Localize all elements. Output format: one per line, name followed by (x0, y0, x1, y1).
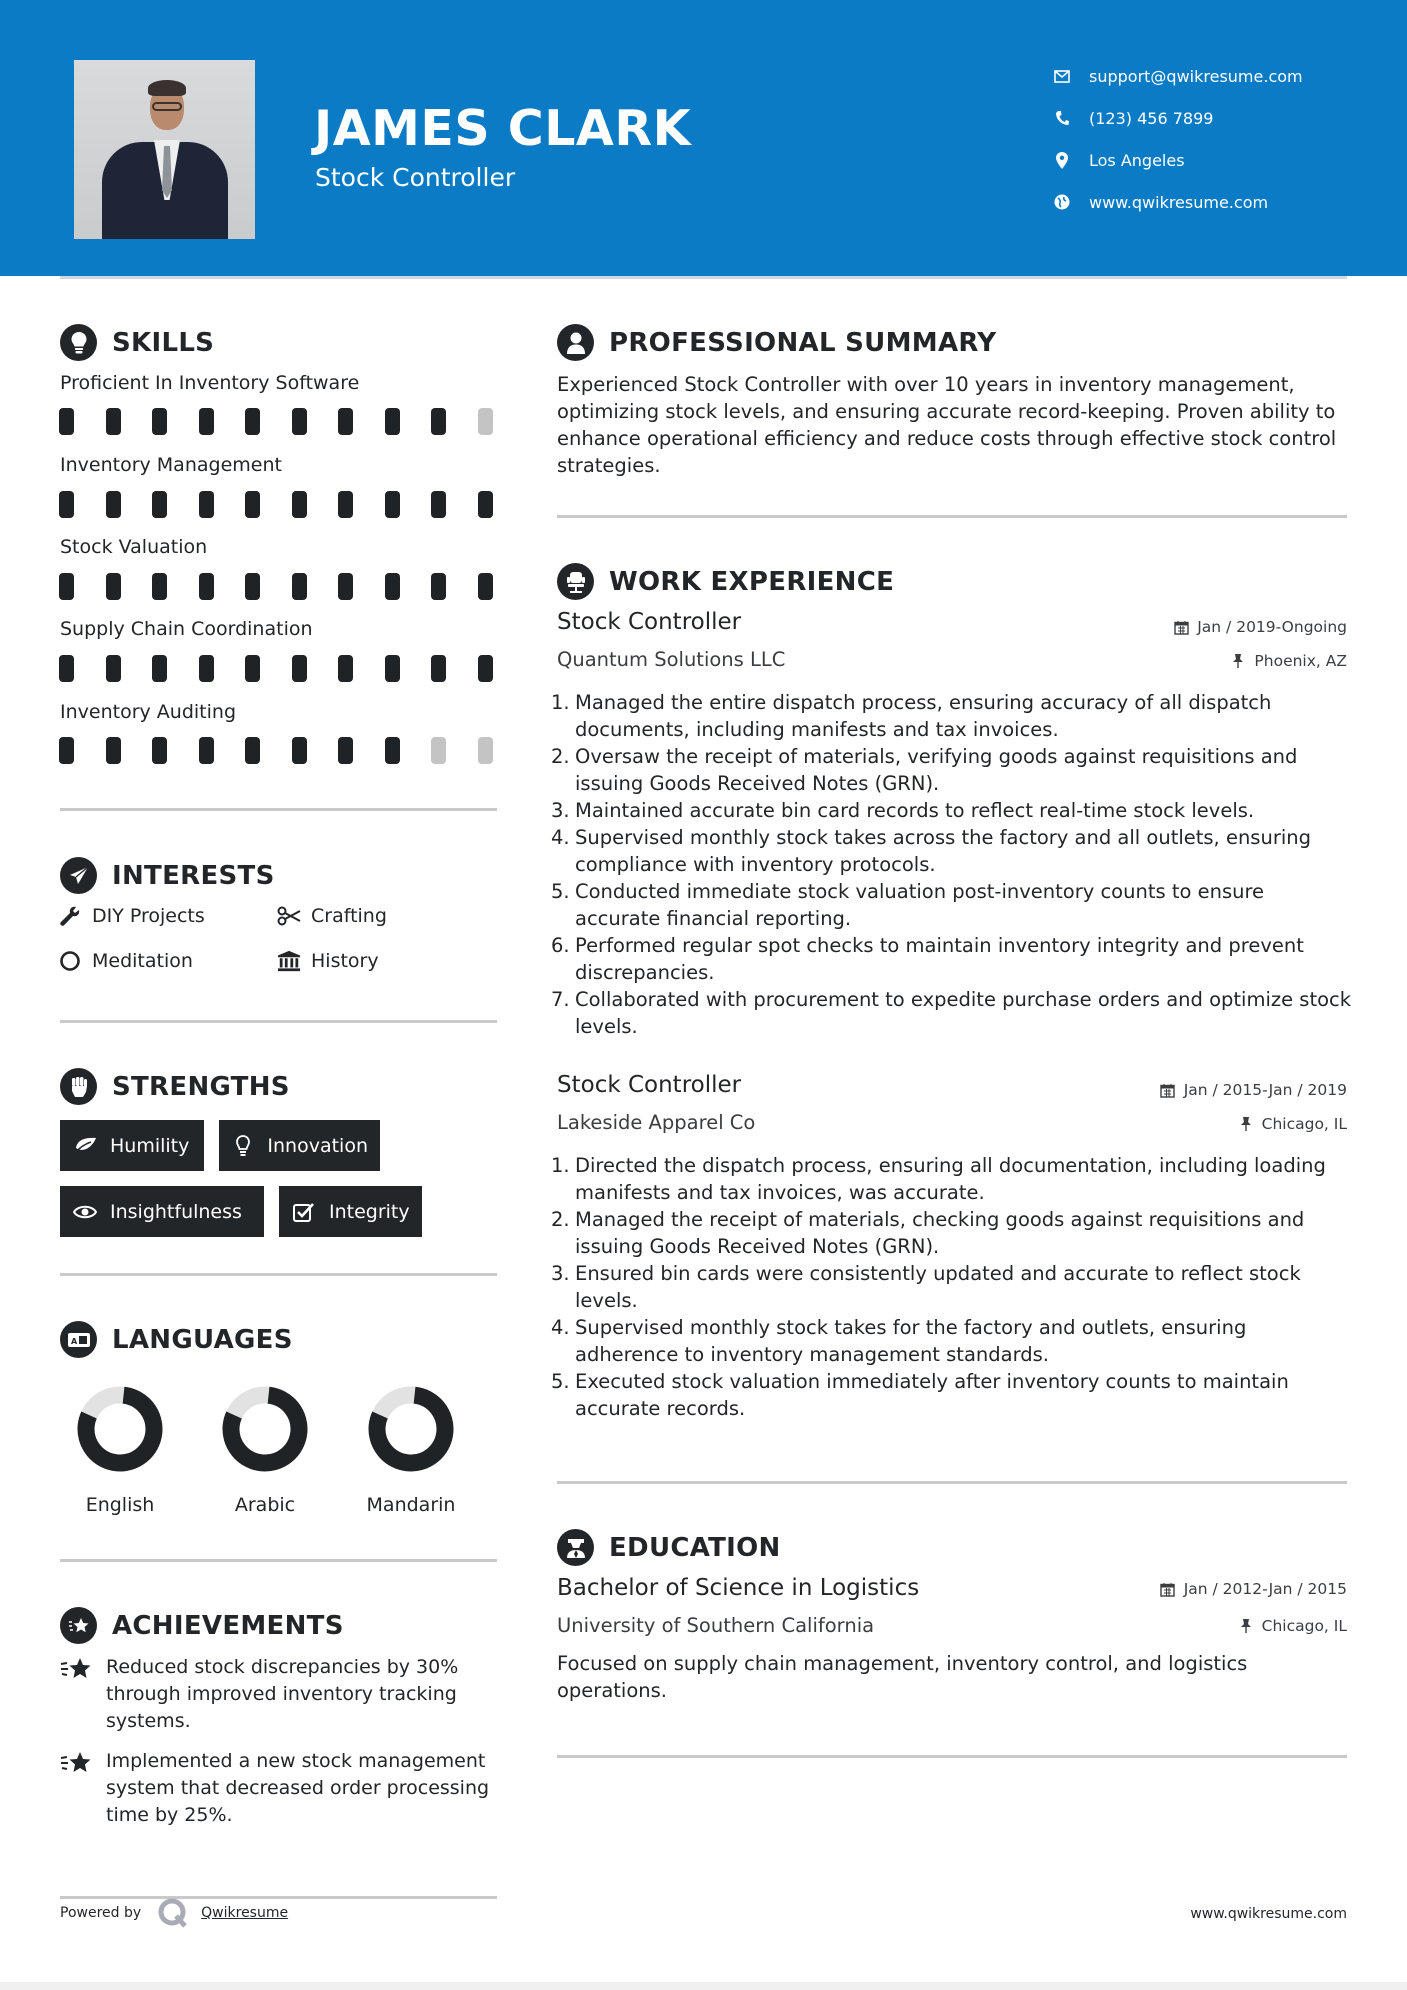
job-company: Quantum Solutions LLC (557, 648, 786, 671)
section-divider (60, 1020, 497, 1023)
rating-bar-filled (431, 491, 446, 518)
calendar-icon (1160, 1082, 1176, 1098)
contact-email[interactable] (1053, 55, 1303, 97)
eye-icon (72, 1201, 98, 1223)
section-divider (557, 1755, 1347, 1758)
duty-item: 1. Managed the entire dispatch process, ensuring accuracy of all dispatch documents, including manifests and tax invoices. (551, 691, 1272, 741)
user-icon (557, 324, 594, 361)
calendar-icon (1173, 619, 1189, 635)
education-heading (557, 1529, 781, 1566)
rating-bar-filled (478, 655, 493, 682)
pushpin-icon (1230, 653, 1246, 669)
pushpin-icon (1238, 1618, 1254, 1634)
languages-heading (60, 1321, 293, 1358)
contact-website-text: www.qwikresume.com (1089, 192, 1269, 212)
rating-bar-filled (431, 573, 446, 600)
strength-tag (279, 1186, 422, 1237)
duty-item: 2. Managed the receipt of materials, checking goods against requisitions and issuing Goods Received Notes (GRN). (551, 1208, 1305, 1258)
section-divider (557, 1481, 1347, 1484)
achievements-heading (60, 1607, 344, 1644)
rating-bar-filled (338, 408, 353, 435)
duty-item: 5. Conducted immediate stock valuation post-inventory counts to ensure accurate financial reporting. (551, 880, 1265, 930)
rating-bar-filled (292, 408, 307, 435)
rating-bar-filled (199, 491, 214, 518)
experience-title: WORK EXPERIENCE (609, 566, 895, 597)
job-company: Lakeside Apparel Co (557, 1111, 756, 1134)
job-location (1230, 652, 1347, 670)
resume-header (0, 0, 1407, 276)
wrench-icon (58, 904, 82, 928)
contact-website[interactable] (1053, 181, 1303, 223)
rating-bar-filled (152, 573, 167, 600)
rating-bar-filled (292, 573, 307, 600)
scissors-icon (277, 904, 301, 928)
shooting-star-icon (60, 1654, 94, 1735)
languages-title: LANGUAGES (112, 1324, 293, 1355)
contact-email-text: support@qwikresume.com (1089, 66, 1303, 86)
strength-label: Innovation (267, 1134, 368, 1157)
language-proficiency-donut (77, 1386, 163, 1472)
interests-title: INTERESTS (112, 860, 275, 891)
job-duties-list (551, 1152, 1352, 1422)
summary-text: Experienced Stock Controller with over 10 years in inventory management, optimizing stock levels, and ensuring accurate record-keeping. Proven ability to enhance operational efficiency and reduce costs through effective stock control strategies. (557, 373, 1337, 477)
language-item (200, 1386, 330, 1516)
section-divider (60, 1273, 497, 1276)
rating-bar-filled (199, 573, 214, 600)
education-title: EDUCATION (609, 1532, 781, 1563)
interest-item (58, 949, 193, 973)
star-badge-icon (60, 1607, 97, 1644)
rating-bar-filled (431, 655, 446, 682)
rating-bar-empty (431, 737, 446, 764)
rating-bar-filled (385, 655, 400, 682)
language-proficiency-donut (222, 1386, 308, 1472)
skill-rating-bars (59, 737, 524, 764)
education-dates-text: Jan / 2012-Jan / 2015 (1183, 1580, 1347, 1598)
contact-location-text: Los Angeles (1089, 150, 1185, 170)
skills-title: SKILLS (112, 327, 215, 358)
interest-item (58, 904, 205, 928)
qwikresume-logo-icon (157, 1897, 189, 1929)
duty-item: 4. Supervised monthly stock takes for the factory and outlets, ensuring adherence to inventory management standards. (551, 1316, 1247, 1366)
rating-bar-filled (59, 491, 74, 518)
achievements-title: ACHIEVEMENTS (112, 1610, 344, 1641)
strength-label: Insightfulness (110, 1200, 242, 1223)
job-title: Stock Controller (557, 609, 742, 635)
achievement-text: Reduced stock discrepancies by 30% through improved inventory tracking systems. (106, 1656, 459, 1732)
job-location-text: Phoenix, AZ (1254, 652, 1347, 670)
envelope-icon (1053, 67, 1071, 85)
summary-heading (557, 324, 996, 361)
rating-bar-filled (478, 491, 493, 518)
rating-bar-filled (431, 408, 446, 435)
skill-rating-bars (59, 655, 524, 682)
strength-label: Humility (110, 1134, 190, 1157)
duty-item: 5. Executed stock valuation immediately after inventory counts to maintain accurate records. (551, 1370, 1289, 1420)
rating-bar-filled (59, 737, 74, 764)
lightbulb-icon (60, 324, 97, 361)
rating-bar-filled (106, 573, 121, 600)
duty-item: 6. Performed regular spot checks to maintain inventory integrity and prevent discrepancies. (551, 934, 1304, 984)
page-bottom-edge (0, 1982, 1407, 1990)
candidate-title: Stock Controller (315, 163, 516, 192)
section-divider (557, 515, 1347, 518)
school-name: University of Southern California (557, 1614, 875, 1637)
job-dates-text: Jan / 2015-Jan / 2019 (1183, 1081, 1347, 1099)
interest-item (277, 949, 379, 973)
rating-bar-filled (385, 573, 400, 600)
circle-icon (58, 949, 82, 973)
paper-plane-icon (60, 857, 97, 894)
education-description: Focused on supply chain management, inventory control, and logistics operations. (557, 1652, 1248, 1702)
strength-tag (60, 1120, 204, 1171)
skill-rating-bars (59, 408, 524, 435)
job-location-text: Chicago, IL (1261, 1115, 1347, 1133)
duty-item: 4. Supervised monthly stock takes across the factory and all outlets, ensuring compliance with inventory protocols. (551, 826, 1312, 876)
phone-icon (1053, 109, 1071, 127)
duty-item: 1. Directed the dispatch process, ensuring all documentation, including loading manifests and tax invoices, was accurate. (551, 1154, 1326, 1204)
skill-label: Inventory Management (60, 454, 282, 476)
strength-tag (219, 1120, 380, 1171)
rating-bar-filled (106, 491, 121, 518)
graduate-icon (557, 1529, 594, 1566)
job-location (1238, 1115, 1347, 1133)
rating-bar-filled (106, 408, 121, 435)
language-label: English (85, 1494, 155, 1516)
footer-powered-by (60, 1897, 288, 1929)
skill-rating-bars (59, 573, 524, 600)
rating-bar-filled (152, 491, 167, 518)
contact-list (1053, 55, 1303, 223)
degree-title: Bachelor of Science in Logistics (557, 1575, 920, 1601)
interest-label: DIY Projects (92, 905, 205, 927)
footer-website[interactable]: www.qwikresume.com (1190, 1906, 1347, 1922)
education-dates (1160, 1580, 1347, 1598)
job-duties-list (551, 689, 1352, 1040)
education-location (1238, 1617, 1347, 1635)
strengths-heading (60, 1068, 290, 1105)
powered-by-label: Powered by (60, 1905, 142, 1921)
rating-bar-filled (199, 408, 214, 435)
achievement-text: Implemented a new stock management system that decreased order processing time by 25%. (106, 1750, 490, 1826)
rating-bar-filled (245, 491, 260, 518)
language-icon (60, 1321, 97, 1358)
rating-bar-filled (292, 737, 307, 764)
rating-bar-filled (59, 408, 74, 435)
rating-bar-empty (478, 408, 493, 435)
language-item (346, 1386, 476, 1516)
leaf-icon (72, 1135, 98, 1157)
interest-label: Meditation (92, 950, 193, 972)
achievement-item (60, 1748, 500, 1829)
shooting-star-icon (60, 1748, 94, 1829)
rating-bar-filled (385, 408, 400, 435)
rating-bar-filled (338, 573, 353, 600)
rating-bar-filled (245, 737, 260, 764)
rating-bar-filled (338, 737, 353, 764)
language-label: Mandarin (366, 1494, 456, 1516)
skill-label: Stock Valuation (60, 536, 208, 558)
section-divider (60, 1559, 497, 1562)
map-pin-icon (1053, 151, 1071, 169)
rating-bar-filled (245, 573, 260, 600)
rating-bar-filled (152, 655, 167, 682)
contact-location (1053, 139, 1303, 181)
office-chair-icon (557, 563, 594, 600)
rating-bar-filled (59, 573, 74, 600)
language-label: Arabic (234, 1494, 296, 1516)
svg-text:A: A (70, 1336, 77, 1346)
summary-title: PROFESSIONAL SUMMARY (609, 327, 997, 358)
rating-bar-filled (59, 655, 74, 682)
strength-tag (60, 1186, 264, 1237)
rating-bar-filled (152, 408, 167, 435)
rating-bar-filled (385, 737, 400, 764)
rating-bar-empty (478, 737, 493, 764)
duty-item: 3. Ensured bin cards were consistently updated and accurate to reflect stock levels. (551, 1262, 1301, 1312)
interest-label: Crafting (311, 905, 387, 927)
section-divider (60, 808, 497, 811)
education-location-text: Chicago, IL (1261, 1617, 1347, 1635)
interests-heading (60, 857, 275, 894)
contact-phone[interactable] (1053, 97, 1303, 139)
rating-bar-filled (245, 408, 260, 435)
skill-label: Inventory Auditing (60, 701, 237, 723)
skill-rating-bars (59, 491, 524, 518)
candidate-name: JAMES CLARK (314, 100, 692, 157)
language-proficiency-donut (368, 1386, 454, 1472)
job-dates (1160, 1081, 1347, 1099)
experience-heading (557, 563, 894, 600)
achievement-item (60, 1654, 500, 1735)
rating-bar-filled (338, 491, 353, 518)
job-title: Stock Controller (557, 1072, 742, 1098)
rating-bar-filled (292, 655, 307, 682)
rating-bar-filled (106, 737, 121, 764)
lightbulb-outline-icon (231, 1135, 255, 1157)
interest-item (277, 904, 387, 928)
rating-bar-filled (245, 655, 260, 682)
rating-bar-filled (199, 655, 214, 682)
qwikresume-link[interactable]: Qwikresume (201, 1905, 289, 1921)
strengths-title: STRENGTHS (112, 1071, 290, 1102)
skill-label: Supply Chain Coordination (60, 618, 313, 640)
duty-item: 2. Oversaw the receipt of materials, verifying goods against requisitions and issuing Goods Received Notes (GRN). (551, 745, 1298, 795)
contact-phone-text: (123) 456 7899 (1089, 108, 1214, 128)
fist-icon (60, 1068, 97, 1105)
skills-heading (60, 324, 214, 361)
calendar-icon (1160, 1581, 1176, 1597)
duty-item: 7. Collaborated with procurement to expedite purchase orders and optimize stock levels. (551, 988, 1352, 1038)
rating-bar-filled (152, 737, 167, 764)
rating-bar-filled (199, 737, 214, 764)
duty-item: 3. Maintained accurate bin card records to reflect real-time stock levels. (551, 799, 1255, 822)
job-dates (1173, 618, 1347, 636)
header-divider (60, 276, 1347, 279)
rating-bar-filled (106, 655, 121, 682)
rating-bar-filled (338, 655, 353, 682)
bank-icon (277, 949, 301, 973)
rating-bar-filled (385, 491, 400, 518)
job-dates-text: Jan / 2019-Ongoing (1197, 618, 1347, 636)
globe-icon (1053, 193, 1071, 211)
check-square-icon (291, 1201, 317, 1223)
strength-label: Integrity (329, 1200, 410, 1223)
language-item (55, 1386, 185, 1516)
profile-photo (74, 60, 255, 239)
skill-label: Proficient In Inventory Software (60, 372, 360, 394)
rating-bar-filled (292, 491, 307, 518)
rating-bar-filled (478, 573, 493, 600)
interest-label: History (311, 950, 379, 972)
pushpin-icon (1238, 1116, 1254, 1132)
